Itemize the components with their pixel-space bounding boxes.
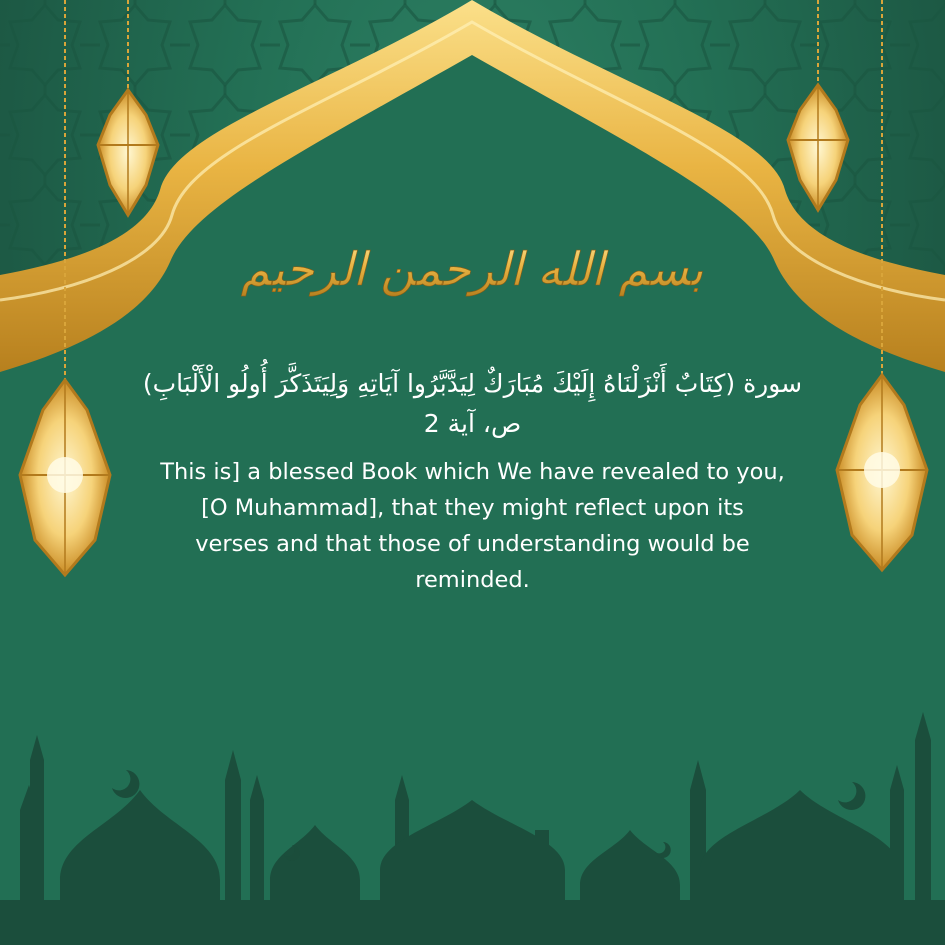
translation-line: verses and that those of understanding would be [195,531,750,557]
translation-line: [O Muhammad], that they might reflect upon its [201,495,744,521]
surah-reference: ص، آية 2 [423,409,522,438]
basmala-calligraphy [241,242,704,297]
english-translation [120,454,825,598]
basmala-text: بسم الله الرحمن الرحيم [240,242,704,296]
translation-line: This is] a blessed Book which We have revealed to you, [160,459,785,485]
arabic-verse-line: سورة (كِتَابٌ أَنْزَلْنَاهُ إِلَيْكَ مُبَارَكٌ لِيَدَّبَّرُوا آيَاتِهِ وَلِيَتَذَكَّرَ أُولُو الْأَلْبَابِ) [142,369,803,398]
translation-line: reminded. [415,567,530,593]
arabic-verse [60,364,885,444]
